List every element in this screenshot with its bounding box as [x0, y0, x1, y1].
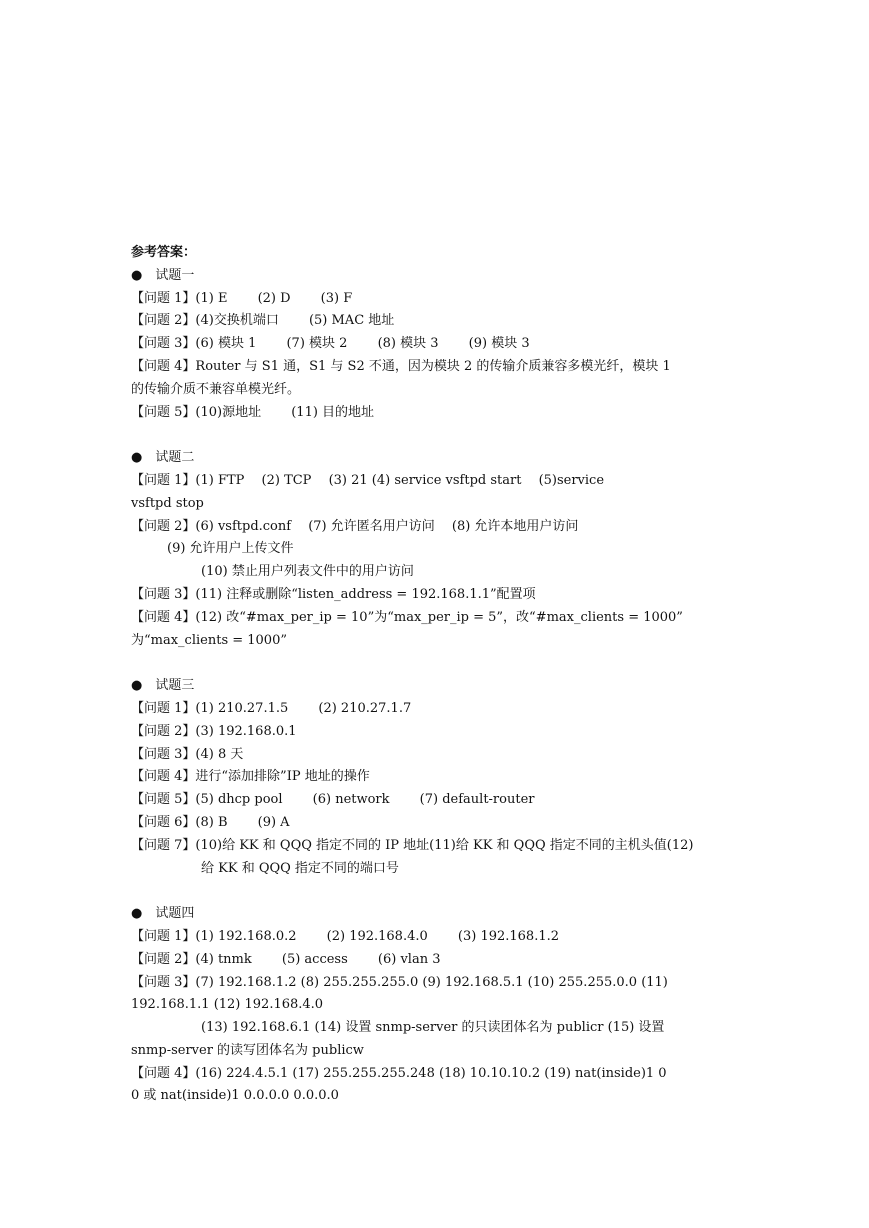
answer-line: 【问题 1】(1) 210.27.1.5 (2) 210.27.1.7: [131, 700, 412, 716]
spacer: [131, 424, 737, 447]
answer-line: 【问题 2】(4) tnmk (5) access (6) vlan 3: [131, 951, 441, 967]
answer-line: 【问题 1】(1) FTP (2) TCP (3) 21 (4) service vsftpd start (5)service: [131, 472, 605, 488]
section-4: [131, 903, 737, 1108]
answer-line: 【问题 2】(4)交换机端口 (5) MAC 地址: [131, 313, 395, 329]
answer-line: snmp-server 的读写团体名为 publicw: [131, 1042, 364, 1058]
answer-line: 【问题 3】(6) 模块 1 (7) 模块 2 (8) 模块 3 (9) 模块 3: [131, 336, 530, 352]
answer-line: (10) 禁止用户列表文件中的用户访问: [201, 564, 414, 580]
spacer: [131, 880, 737, 903]
answer-line: 【问题 2】(6) vsftpd.conf (7) 允许匿名用户访问 (8) 允许本地用户访问: [131, 518, 579, 534]
answer-line: 【问题 5】(5) dhcp pool (6) network (7) default-router: [131, 792, 535, 808]
answer-line: 给 KK 和 QQQ 指定不同的端口号: [201, 860, 399, 876]
answer-document: [131, 242, 737, 1108]
document-title: 参考答案：: [131, 245, 197, 260]
section-1: [131, 265, 737, 425]
answer-line: 【问题 4】(16) 224.4.5.1 (17) 255.255.255.248 (18) 10.10.10.2 (19) nat(inside)1 0: [131, 1065, 667, 1081]
answer-line: 【问题 3】(4) 8 天: [131, 746, 244, 762]
answer-line: (13) 192.168.6.1 (14) 设置 snmp-server 的只读团体名为 publicr (15) 设置: [201, 1020, 665, 1036]
section-heading: ● 试题三: [131, 678, 195, 694]
answer-line: 【问题 3】(11) 注释或删除“listen_address = 192.168.1.1”配置项: [131, 586, 536, 602]
answer-line: 【问题 4】Router 与 S1 通，S1 与 S2 不通，因为模块 2 的传输介质兼容多模光纤，模块 1: [131, 358, 671, 374]
answer-line: 0 或 nat(inside)1 0.0.0.0 0.0.0.0: [131, 1088, 339, 1104]
spacer: [131, 652, 737, 675]
section-heading: ● 试题四: [131, 906, 195, 922]
answer-line: 【问题 7】(10)给 KK 和 QQQ 指定不同的 IP 地址(11)给 KK 和 QQQ 指定不同的主机头值(12): [131, 837, 694, 853]
section-3: [131, 675, 737, 880]
answer-line: 【问题 1】(1) E (2) D (3) F: [131, 290, 353, 306]
section-2: [131, 447, 737, 652]
answer-line: 【问题 5】(10)源地址 (11) 目的地址: [131, 404, 375, 420]
answer-line: 【问题 4】(12) 改“#max_per_ip = 10”为“max_per_ip = 5”，改“#max_clients = 1000”: [131, 609, 683, 625]
answer-line: 【问题 2】(3) 192.168.0.1: [131, 723, 297, 739]
answer-line: vsftpd stop: [131, 495, 204, 511]
answer-line: 【问题 1】(1) 192.168.0.2 (2) 192.168.4.0 (3) 192.168.1.2: [131, 928, 560, 944]
section-heading: ● 试题一: [131, 267, 195, 283]
answer-line: 的传输介质不兼容单模光纤。: [131, 381, 301, 397]
answer-line: 【问题 6】(8) B (9) A: [131, 814, 290, 830]
answer-line: 192.168.1.1 (12) 192.168.4.0: [131, 997, 324, 1013]
answer-line: (9) 允许用户上传文件: [167, 541, 294, 557]
answer-line: 为“max_clients = 1000”: [131, 632, 288, 648]
answer-line: 【问题 3】(7) 192.168.1.2 (8) 255.255.255.0 (9) 192.168.5.1 (10) 255.255.0.0 (11): [131, 974, 668, 990]
answer-line: 【问题 4】进行“添加排除”IP 地址的操作: [131, 769, 370, 785]
section-heading: ● 试题二: [131, 450, 195, 466]
